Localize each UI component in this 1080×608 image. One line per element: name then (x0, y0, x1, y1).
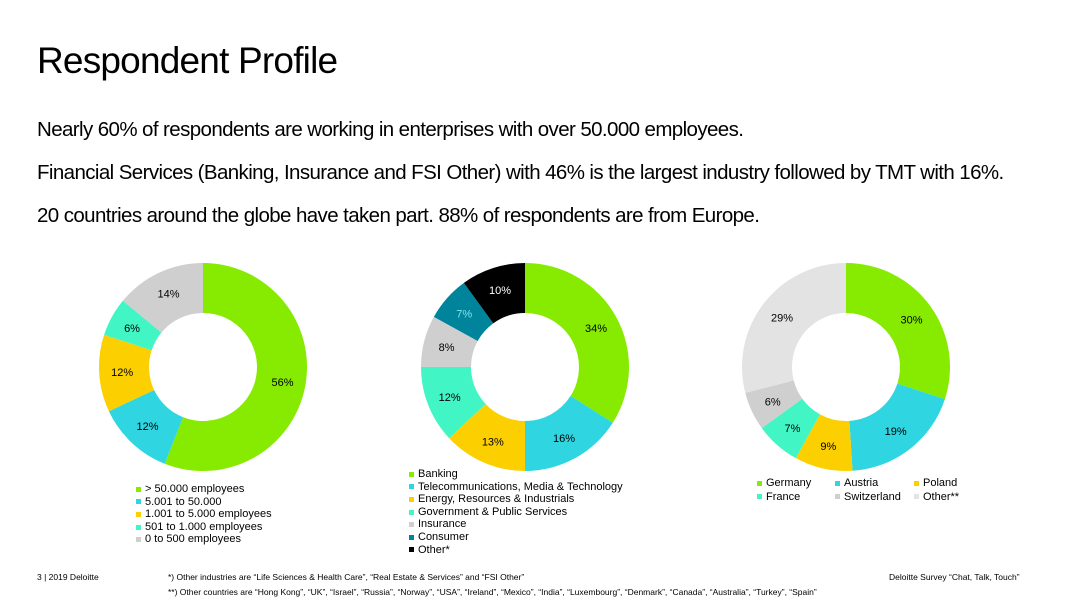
legend-label: 5.001 to 50.000 (145, 495, 222, 508)
donut-data-label: 14% (157, 288, 180, 301)
legend-swatch (409, 497, 414, 502)
legend-item (409, 544, 623, 557)
donut-data-label: 6% (764, 396, 781, 409)
legend-item (409, 468, 623, 481)
company-size-legend (136, 483, 272, 546)
legend-swatch (409, 510, 414, 515)
finding-industry: Financial Services (Banking, Insurance and FSI Other) with 46% is the largest industry followed by TMT with 16%. (37, 161, 1004, 184)
legend-item (409, 481, 623, 494)
legend-item (409, 493, 623, 506)
donut-data-label: 19% (884, 426, 907, 439)
donut-slice (525, 263, 629, 423)
donut-data-label: 9% (820, 441, 837, 454)
legend-item (136, 533, 272, 546)
legend-swatch (409, 547, 414, 552)
legend-label: Banking (418, 468, 458, 480)
legend-item (136, 496, 272, 509)
legend-swatch (757, 481, 762, 486)
legend-label: 0 to 500 employees (145, 533, 242, 546)
legend-swatch (409, 535, 414, 540)
donut-data-label: 30% (900, 314, 923, 327)
legend-label: Other* (418, 543, 450, 556)
donut-data-label: 8% (438, 341, 455, 354)
company-size-donut (99, 263, 307, 471)
donut-data-label: 12% (438, 391, 461, 404)
legend-swatch (136, 487, 141, 492)
legend-swatch (136, 512, 141, 517)
legend-item (409, 531, 623, 544)
country-donut (742, 263, 950, 471)
legend-swatch (136, 499, 141, 504)
donut-slice (742, 263, 846, 393)
footnote-industries: *) Other industries are “Life Sciences & Health Care”, “Real Estate & Services” and “FSI Other” (168, 572, 525, 582)
legend-item (757, 491, 835, 504)
legend-swatch (136, 525, 141, 530)
donut-data-label: 12% (111, 367, 134, 380)
legend-item (835, 491, 914, 504)
donut-data-label: 56% (271, 377, 294, 390)
legend-swatch (409, 472, 414, 477)
legend-item (136, 521, 272, 534)
legend-label: 1.001 to 5.000 employees (145, 508, 272, 521)
legend-label: Consumer (418, 530, 469, 543)
page-number: 3 | 2019 Deloitte (37, 572, 99, 582)
legend-label: Austria (844, 477, 879, 489)
legend-swatch (914, 494, 919, 499)
legend-label: Energy, Resources & Industrials (418, 493, 575, 506)
country-legend (757, 477, 974, 503)
donut-data-label: 10% (488, 284, 511, 297)
legend-swatch (136, 537, 141, 542)
donut-data-label: 13% (481, 436, 504, 449)
legend-label: Government & Public Services (418, 505, 568, 518)
donut-data-label: 29% (770, 312, 794, 325)
legend-item (409, 518, 623, 531)
legend-label: Telecommunications, Media & Technology (418, 480, 623, 493)
survey-source: Deloitte Survey “Chat, Talk, Touch” (889, 572, 1020, 582)
donut-data-label: 7% (784, 422, 801, 435)
donut-data-label: 34% (584, 322, 607, 335)
legend-item (835, 477, 914, 490)
legend-swatch (409, 484, 414, 489)
legend-label: 501 to 1.000 employees (145, 520, 263, 533)
legend-label: Germany (766, 477, 812, 489)
legend-swatch (835, 481, 840, 486)
donut-data-label: 6% (124, 322, 140, 335)
industry-legend (409, 468, 623, 556)
finding-countries: 20 countries around the globe have taken part. 88% of respondents are from Europe. (37, 204, 760, 227)
legend-label: Switzerland (844, 490, 901, 503)
legend-swatch (757, 494, 762, 499)
legend-swatch (835, 494, 840, 499)
donut-data-label: 7% (456, 308, 473, 321)
legend-item (409, 506, 623, 519)
industry-donut (421, 263, 629, 471)
legend-swatch (409, 522, 414, 527)
footnote-countries: **) Other countries are “Hong Kong”, “UK”, “Israel”, “Russia”, “Norway”, “USA”, “Ireland”, “Mexico”, “India”, “Luxembourg”, “Denmark”, “Canada”, “Australia”, “Turkey”, “Spain” (168, 587, 817, 597)
legend-item (914, 491, 974, 504)
legend-item (757, 477, 835, 490)
legend-item (136, 508, 272, 521)
legend-label: France (766, 490, 801, 503)
legend-label: > 50.000 employees (145, 483, 245, 495)
legend-item (914, 477, 974, 490)
legend-label: Other** (923, 490, 960, 503)
legend-item (136, 483, 272, 496)
finding-enterprise-size: Nearly 60% of respondents are working in enterprises with over 50.000 employees. (37, 118, 744, 141)
donut-data-label: 16% (553, 432, 576, 445)
donut-slice (846, 263, 950, 399)
legend-swatch (914, 481, 919, 486)
legend-label: Insurance (418, 518, 467, 531)
donut-data-label: 12% (136, 421, 159, 434)
legend-label: Poland (923, 477, 958, 489)
page-title: Respondent Profile (37, 40, 338, 81)
